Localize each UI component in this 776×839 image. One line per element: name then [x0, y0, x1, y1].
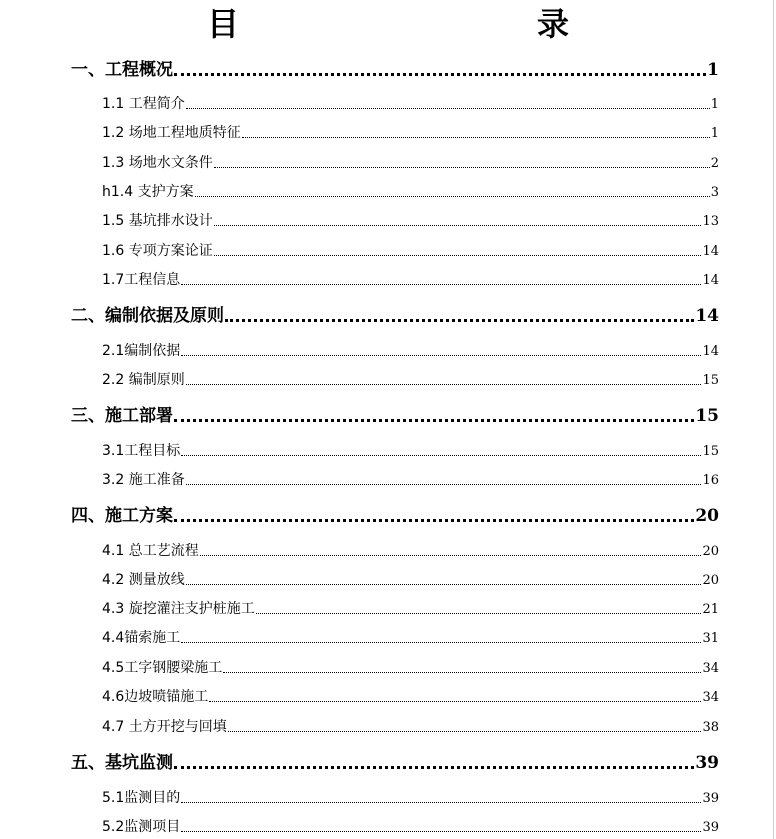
toc-entry-3-2[interactable] — [102, 469, 719, 489]
toc-entry-page: 39 — [702, 820, 719, 835]
toc-entry-page: 15 — [702, 373, 719, 388]
toc-entry-page: 14 — [702, 344, 719, 359]
toc-entry-page: 39 — [695, 753, 719, 773]
toc-entry-page: 15 — [695, 406, 719, 426]
toc-entry-5-1[interactable] — [102, 787, 719, 807]
toc-entry-page: 1 — [707, 60, 719, 80]
toc-entry-page: 1 — [710, 126, 719, 141]
leader-dots — [181, 802, 701, 803]
leader-dots — [223, 672, 701, 673]
leader-dots — [186, 484, 702, 485]
toc-entry-page: 2 — [710, 156, 719, 171]
leader-dots — [214, 225, 702, 226]
toc-entry-label: 二、编制依据及原则 — [71, 306, 224, 326]
toc-entry-4-4[interactable] — [102, 627, 719, 647]
page-edge-line — [773, 0, 774, 839]
leader-dots — [186, 584, 702, 585]
toc-entry-1-4[interactable] — [102, 181, 719, 201]
toc-entry-label: 4.5工字钢腰梁施工 — [102, 660, 223, 676]
toc-entry-page: 3 — [710, 185, 719, 200]
toc-entry-page: 14 — [702, 273, 719, 288]
leader-dots — [256, 613, 702, 614]
toc-entry-label: 4.7 土方开挖与回填 — [102, 719, 227, 735]
toc-entry-4-5[interactable] — [102, 657, 719, 677]
toc-entry-3[interactable] — [71, 401, 719, 426]
toc-entry-3-1[interactable] — [102, 440, 719, 460]
toc-entry-label: h1.4 支护方案 — [102, 184, 194, 200]
toc-entry-label: 4.3 旋挖灌注支护桩施工 — [102, 601, 255, 617]
toc-entry-4-2[interactable] — [102, 569, 719, 589]
toc-entry-2-2[interactable] — [102, 369, 719, 389]
toc-entry-page: 20 — [695, 506, 719, 526]
toc-entry-2[interactable] — [71, 301, 719, 326]
toc-entry-page: 14 — [695, 306, 719, 326]
toc-entry-label: 1.5 基坑排水设计 — [102, 213, 213, 229]
toc-entry-label: 3.2 施工准备 — [102, 472, 185, 488]
leader-dots — [214, 255, 702, 256]
toc-entry-page: 34 — [702, 661, 719, 676]
toc-entry-label: 一、工程概况 — [71, 60, 173, 80]
toc-entry-label: 五、基坑监测 — [71, 753, 173, 773]
toc-entry-label: 1.2 场地工程地质特征 — [102, 125, 241, 141]
leader-dots — [242, 137, 710, 138]
leader-dots — [174, 519, 694, 522]
toc-entry-5-2[interactable] — [102, 816, 719, 836]
toc-entry-4-3[interactable] — [102, 598, 719, 618]
leader-dots — [186, 108, 710, 109]
toc-entry-page: 34 — [702, 690, 719, 705]
toc-entry-2-1[interactable] — [102, 340, 719, 360]
toc-entry-label: 4.2 测量放线 — [102, 572, 185, 588]
toc-entry-1[interactable] — [71, 55, 719, 80]
toc-entry-label: 1.7工程信息 — [102, 272, 181, 288]
toc-entry-1-1[interactable] — [102, 93, 719, 113]
toc-entry-page: 13 — [702, 214, 719, 229]
toc-entry-page: 21 — [702, 602, 719, 617]
leader-dots — [195, 196, 710, 197]
leader-dots — [214, 167, 710, 168]
toc-entry-4-7[interactable] — [102, 716, 719, 736]
toc-entry-page: 16 — [702, 473, 719, 488]
toc-entry-label: 1.1 工程简介 — [102, 96, 185, 112]
toc-entry-5[interactable] — [71, 748, 719, 773]
leader-dots — [181, 355, 701, 356]
toc-entry-label: 5.1监测目的 — [102, 790, 181, 806]
toc-entry-page: 15 — [702, 444, 719, 459]
leader-dots — [181, 642, 701, 643]
toc-entry-page: 20 — [702, 544, 719, 559]
toc-entry-label: 4.1 总工艺流程 — [102, 543, 199, 559]
toc-entry-page: 1 — [710, 97, 719, 112]
leader-dots — [228, 731, 702, 732]
toc-entry-page: 39 — [702, 791, 719, 806]
toc-entry-label: 1.3 场地水文条件 — [102, 155, 213, 171]
toc-entry-label: 三、施工部署 — [71, 406, 173, 426]
toc-entry-page: 14 — [702, 244, 719, 259]
leader-dots — [200, 555, 702, 556]
leader-dots — [225, 319, 694, 322]
leader-dots — [181, 831, 701, 832]
toc-entry-label: 2.2 编制原则 — [102, 372, 185, 388]
toc-entry-label: 4.6边坡喷锚施工 — [102, 689, 209, 705]
toc-entry-label: 5.2监测项目 — [102, 819, 181, 835]
leader-dots — [209, 701, 701, 702]
leader-dots — [181, 455, 701, 456]
toc-entry-1-6[interactable] — [102, 240, 719, 260]
toc-entry-label: 四、施工方案 — [71, 506, 173, 526]
toc-entry-label: 4.4锚索施工 — [102, 630, 181, 646]
toc-title: 目 录 — [206, 5, 647, 43]
leader-dots — [174, 419, 694, 422]
toc-entry-1-3[interactable] — [102, 152, 719, 172]
leader-dots — [186, 384, 702, 385]
leader-dots — [174, 73, 706, 76]
toc-entry-label: 3.1工程目标 — [102, 443, 181, 459]
leader-dots — [174, 766, 694, 769]
toc-entry-4[interactable] — [71, 501, 719, 526]
toc-entry-label: 2.1编制依据 — [102, 343, 181, 359]
toc-entry-page: 20 — [702, 573, 719, 588]
toc-entry-1-2[interactable] — [102, 122, 719, 142]
toc-entry-4-1[interactable] — [102, 540, 719, 560]
toc-entry-1-5[interactable] — [102, 210, 719, 230]
toc-entry-1-7[interactable] — [102, 269, 719, 289]
toc-entry-label: 1.6 专项方案论证 — [102, 243, 213, 259]
toc-entry-4-6[interactable] — [102, 686, 719, 706]
toc-entry-page: 31 — [702, 631, 719, 646]
toc-entry-page: 38 — [702, 720, 719, 735]
leader-dots — [181, 284, 701, 285]
